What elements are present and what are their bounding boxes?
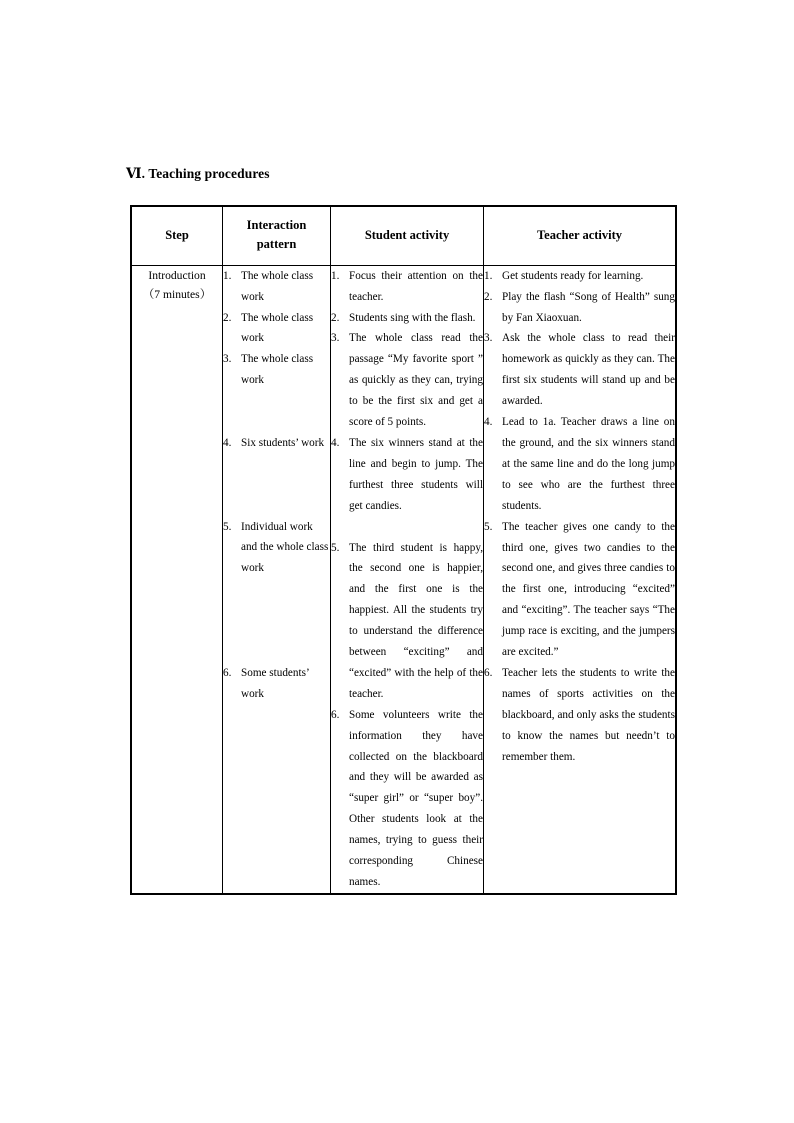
list-item	[331, 705, 483, 893]
item-text: Teacher lets the students to write the names of sports activities on the blackboard, and only asks the students to know the names but needn’t to remember them.	[502, 666, 675, 763]
item-text: The whole class read the passage “My favorite sport ” as quickly as they can, trying to be the first six and get a score of 5 points.	[349, 332, 483, 429]
interaction-pattern-line-2: pattern	[256, 237, 297, 252]
list-item	[223, 663, 330, 705]
cell-teacher-activity	[484, 265, 676, 893]
item-number: 2.	[223, 311, 232, 324]
list-spacer	[331, 517, 483, 538]
item-number: 1.	[484, 269, 493, 282]
interaction-pattern-list	[223, 266, 330, 705]
teaching-procedures-table	[131, 206, 676, 894]
item-number: 4.	[223, 436, 232, 449]
page-title: Ⅵ. Teaching procedures	[126, 166, 270, 181]
item-text: Lead to 1a. Teacher draws a line on the ground, and the six winners stand at the same line and do the long jump to see who are the furthest three students.	[502, 416, 675, 512]
item-text: The whole class work	[241, 353, 314, 387]
list-item	[484, 328, 675, 412]
step-duration: （7 minutes）	[142, 287, 212, 301]
item-text: Get students ready for learning.	[502, 269, 644, 282]
list-item	[223, 266, 330, 308]
list-spacer	[223, 454, 330, 517]
item-number: 4.	[484, 416, 493, 429]
column-header-interaction-pattern	[223, 207, 331, 266]
item-number: 5.	[484, 520, 493, 533]
item-text: Play the flash “Song of Health” sung by Fan Xiaoxuan.	[502, 290, 675, 324]
list-item	[331, 308, 483, 329]
item-text: Some students’ work	[241, 666, 309, 700]
list-item	[331, 266, 483, 308]
item-number: 6.	[223, 666, 232, 679]
item-number: 3.	[331, 332, 340, 345]
cell-student-activity	[331, 265, 484, 893]
column-header-step: Step	[132, 207, 223, 266]
list-spacer	[223, 579, 330, 663]
list-item	[223, 517, 330, 580]
item-text: Individual work and the whole class work	[241, 520, 329, 575]
teacher-activity-list	[484, 266, 675, 768]
item-text: Ask the whole class to read their homework as quickly as they can. The first six students will stand up and be awarded.	[502, 332, 675, 408]
list-item	[484, 412, 675, 517]
item-number: 6.	[484, 666, 493, 679]
list-item	[223, 433, 330, 454]
item-number: 3.	[484, 332, 493, 345]
cell-interaction-pattern	[223, 265, 331, 893]
item-number: 6.	[331, 708, 340, 721]
table-header-row	[132, 207, 676, 266]
item-text: The teacher gives one candy to the third one, gives two candies to the second one, and gives three candies to the first one, introducing “excited” and “exciting”. The teacher says “The jump race is exciting, and the jumpers are excited.”	[502, 520, 675, 659]
item-number: 3.	[223, 353, 232, 366]
item-number: 4.	[331, 437, 340, 449]
list-item	[484, 517, 675, 663]
list-item	[331, 538, 483, 705]
item-number: 5.	[331, 541, 340, 554]
item-number: 5.	[223, 520, 232, 533]
item-number: 1.	[223, 269, 232, 282]
table-row	[132, 265, 676, 893]
item-number: 2.	[331, 311, 340, 324]
item-text: Students sing with the flash.	[349, 311, 476, 324]
list-item	[331, 328, 483, 433]
column-header-teacher-activity: Teacher activity	[484, 207, 676, 266]
list-spacer	[223, 391, 330, 433]
item-number: 1.	[331, 269, 340, 282]
item-text: The whole class work	[241, 311, 314, 345]
list-item	[484, 287, 675, 329]
item-text: The whole class work	[241, 269, 314, 303]
list-item	[484, 266, 675, 287]
list-item	[331, 433, 483, 517]
item-text: The third student is happy, the second one is happier, and the first one is the happiest. All the students try to understand the difference between “exciting” and “excited” with the help of the teacher.	[349, 541, 483, 700]
item-text: The six winners stand at the line and begin to jump. The furthest three students will get candies.	[349, 437, 483, 512]
list-item	[223, 308, 330, 350]
item-text: Focus their attention on the teacher.	[349, 269, 483, 303]
student-activity-list	[331, 266, 483, 893]
list-item	[484, 663, 675, 768]
item-number: 2.	[484, 290, 493, 303]
item-text: Six students’ work	[241, 436, 325, 449]
column-header-student-activity: Student activity	[331, 207, 484, 266]
cell-step	[132, 265, 223, 893]
step-name: Introduction	[148, 268, 206, 282]
item-text: Some volunteers write the information they have collected on the blackboard and they will be awarded as “super girl” or “super boy”. Other students look at the names, trying to guess their corresponding Chinese names.	[349, 708, 483, 889]
interaction-pattern-line-1: Interaction	[246, 218, 307, 232]
list-item	[223, 349, 330, 391]
